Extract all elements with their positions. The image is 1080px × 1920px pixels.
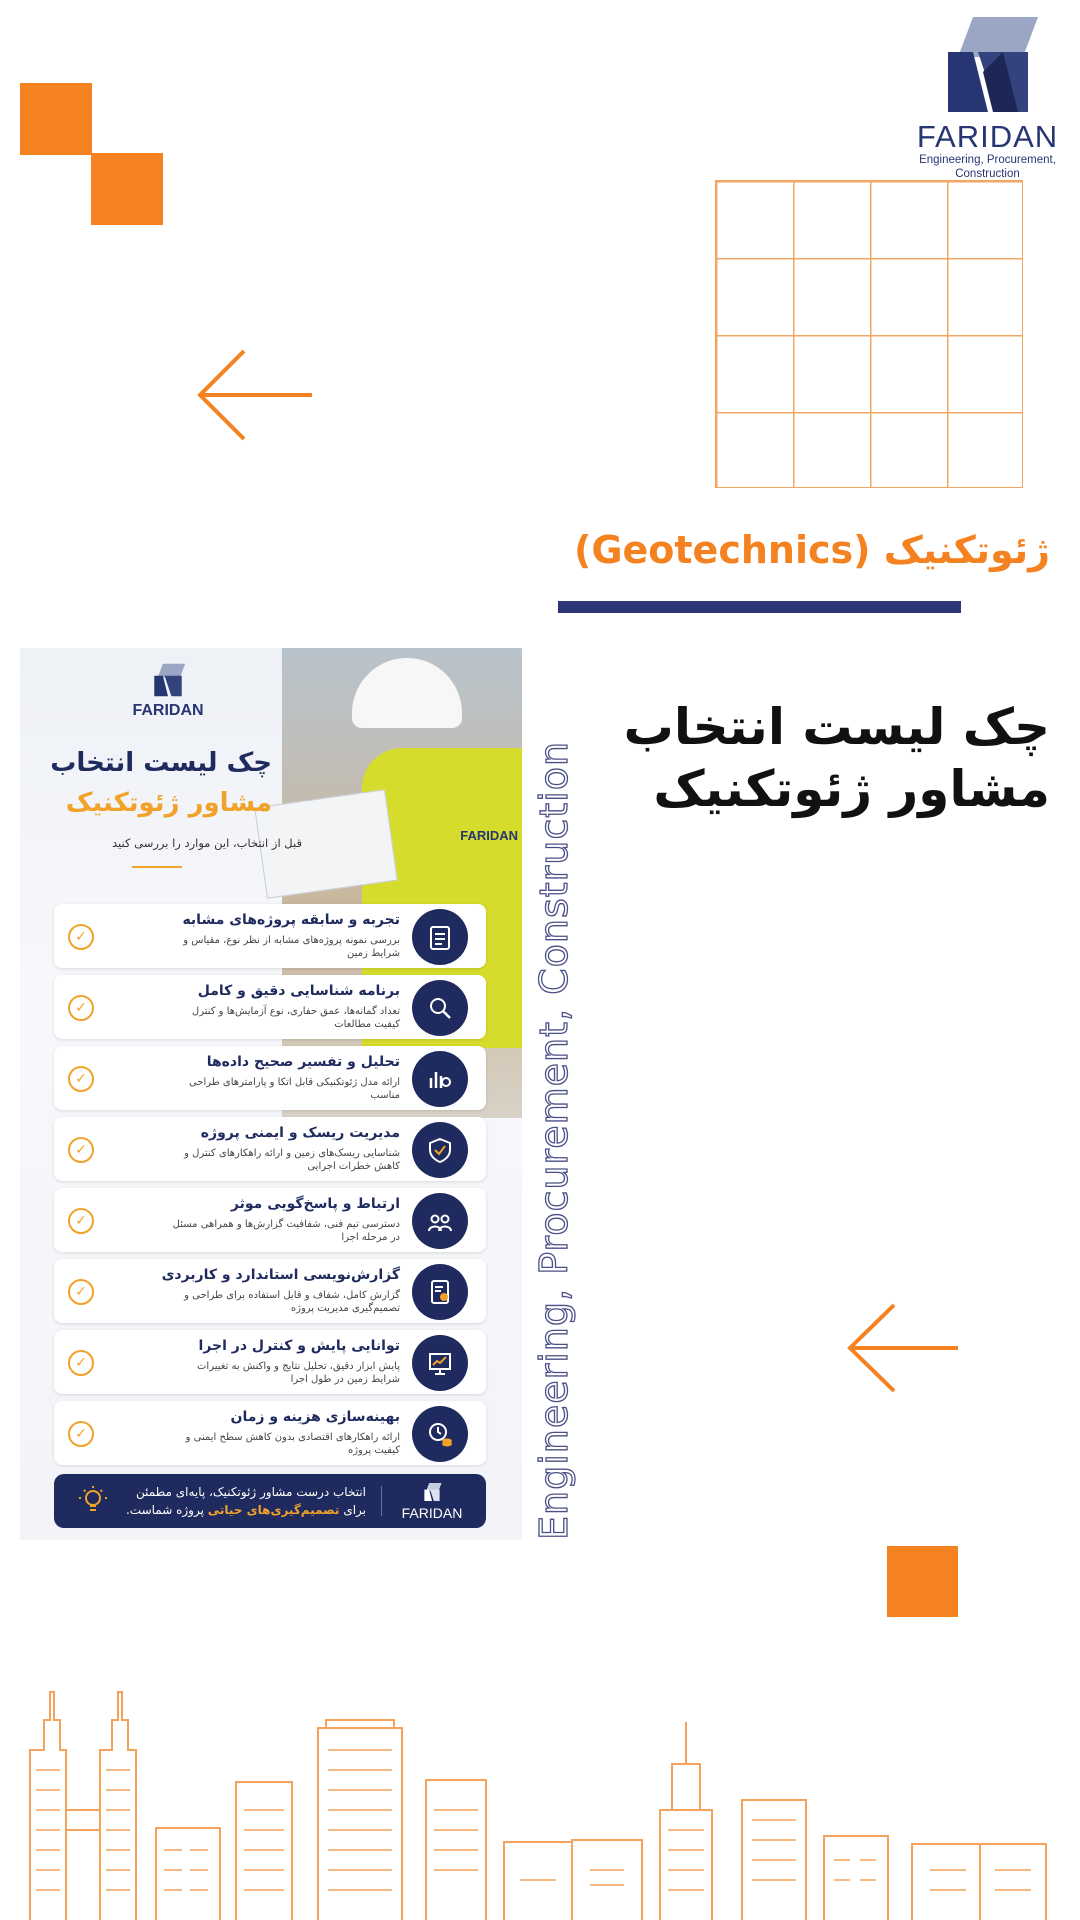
decor-square-top-2 bbox=[91, 153, 163, 225]
check-icon: ✓ bbox=[68, 1279, 94, 1305]
team-icon bbox=[412, 1193, 468, 1249]
check-icon: ✓ bbox=[68, 1421, 94, 1447]
brand-logo bbox=[905, 12, 1070, 181]
check-icon: ✓ bbox=[68, 1137, 94, 1163]
item-title: مدیریت ریسک و ایمنی پروژه bbox=[200, 1125, 400, 1141]
item-title: تجربه و سابقه پروژه‌های مشابه bbox=[182, 912, 400, 928]
footer-text bbox=[106, 1483, 366, 1519]
footer-logo-mark-icon bbox=[420, 1482, 444, 1502]
page-title-line1: چک لیست انتخاب bbox=[623, 698, 1050, 756]
monitoring-icon bbox=[412, 1335, 468, 1391]
check-icon: ✓ bbox=[68, 1350, 94, 1376]
footer-text-highlight: تصمیم‌گیری‌های حیاتی bbox=[207, 1503, 340, 1517]
report-icon bbox=[412, 1264, 468, 1320]
poster-subtitle: قبل از انتخاب، این موارد را بررسی کنید bbox=[112, 836, 302, 850]
check-icon: ✓ bbox=[68, 995, 94, 1021]
item-desc: گزارش کامل، شفاف و قابل استفاده برای طراحی و تصمیم‌گیری مدیریت پروژه bbox=[184, 1290, 400, 1314]
lightbulb-icon bbox=[76, 1484, 110, 1522]
poster-underline bbox=[132, 866, 182, 868]
checklist-item bbox=[54, 1330, 486, 1394]
city-skyline-illustration bbox=[0, 1680, 1080, 1920]
analysis-icon bbox=[412, 1051, 468, 1107]
decor-square-top-1 bbox=[20, 83, 92, 155]
footer-text-pre: برای bbox=[343, 1503, 366, 1517]
item-desc: ارائه مدل ژئوتکنیکی قابل اتکا و پارامترهای طراحی مناسب bbox=[188, 1077, 400, 1101]
checklist-poster bbox=[20, 648, 522, 1540]
checklist-item bbox=[54, 1401, 486, 1465]
shield-icon bbox=[412, 1122, 468, 1178]
category-heading: ژئوتکنیک (Geotechnics) bbox=[573, 528, 1050, 572]
logo-tagline: Engineering, Procurement, Construction bbox=[919, 154, 1056, 180]
item-desc: تعداد گمانه‌ها، عمق حفاری، نوع آزمایش‌ها و کنترل کیفیت مطالعات bbox=[191, 1006, 400, 1030]
poster-footer bbox=[54, 1474, 486, 1528]
item-desc: بررسی نمونه پروژه‌های مشابه از نظر نوع، مقیاس و شرایط زمین bbox=[183, 935, 400, 959]
item-desc: پایش ابزار دقیق، تحلیل نتایج و واکنش به تغییرات شرایط زمین در طول اجرا bbox=[197, 1361, 400, 1385]
clipboard-icon bbox=[412, 909, 468, 965]
item-desc: شناسایی ریسک‌های زمین و ارائه راهکارهای کنترل و کاهش خطرات اجرایی bbox=[184, 1148, 400, 1172]
item-desc: دسترسی تیم فنی، شفافیت گزارش‌ها و همراهی مسئل در مرحله اجرا bbox=[172, 1219, 400, 1243]
checklist-item bbox=[54, 975, 486, 1039]
item-title: ارتباط و پاسخ‌گویی موثر bbox=[230, 1196, 400, 1212]
logo-name: FARIDAN bbox=[916, 119, 1059, 154]
arrow-left-icon-2 bbox=[846, 1302, 959, 1394]
poster-title-line1: چک لیست انتخاب bbox=[50, 748, 272, 778]
clock-coins-icon bbox=[412, 1406, 468, 1462]
checklist-item bbox=[54, 1259, 486, 1323]
item-title: برنامه شناسایی دقیق و کامل bbox=[197, 983, 400, 999]
checklist-item bbox=[54, 1188, 486, 1252]
footer-text-line1: انتخاب درست مشاور ژئوتکنیک، پایه‌ای مطمئن bbox=[135, 1485, 366, 1499]
check-icon: ✓ bbox=[68, 1208, 94, 1234]
check-icon: ✓ bbox=[68, 924, 94, 950]
item-title: گزارش‌نویسی استاندارد و کاربردی bbox=[161, 1267, 400, 1283]
check-icon: ✓ bbox=[68, 1066, 94, 1092]
checklist-item bbox=[54, 904, 486, 968]
poster-title-line2: مشاور ژئوتکنیک bbox=[65, 788, 272, 818]
footer-text-line2 bbox=[106, 1501, 366, 1519]
arrow-left-icon bbox=[196, 348, 314, 442]
page-title-line2: مشاور ژئوتکنیک bbox=[653, 760, 1050, 818]
item-desc: ارائه راهکارهای اقتصادی بدون کاهش سطح ایمنی و کیفیت پروژه bbox=[185, 1432, 400, 1456]
poster-logo-name: FARIDAN bbox=[132, 702, 204, 719]
magnifier-icon bbox=[412, 980, 468, 1036]
heading-divider bbox=[558, 601, 961, 613]
poster-logo-mark-icon bbox=[148, 662, 188, 698]
checklist-item bbox=[54, 1117, 486, 1181]
item-title: تحلیل و تفسیر صحیح داده‌ها bbox=[206, 1054, 400, 1070]
page-title bbox=[550, 696, 1050, 820]
checklist-item bbox=[54, 1046, 486, 1110]
poster-logo bbox=[98, 662, 238, 720]
item-title: بهینه‌سازی هزینه و زمان bbox=[230, 1409, 400, 1425]
footer-logo bbox=[392, 1482, 472, 1521]
decor-grid bbox=[715, 180, 1023, 488]
logo-mark-icon bbox=[933, 12, 1043, 117]
footer-divider bbox=[381, 1486, 382, 1516]
decor-square-bottom bbox=[887, 1546, 958, 1617]
item-title: توانایی پایش و کنترل در اجرا bbox=[198, 1338, 400, 1354]
footer-logo-name: FARIDAN bbox=[401, 1505, 463, 1521]
vertical-tagline: Engineering, Procurement, Construction bbox=[532, 740, 576, 1540]
vest-logo: FARIDAN bbox=[460, 828, 518, 843]
footer-text-post: پروژه شماست. bbox=[125, 1503, 204, 1517]
